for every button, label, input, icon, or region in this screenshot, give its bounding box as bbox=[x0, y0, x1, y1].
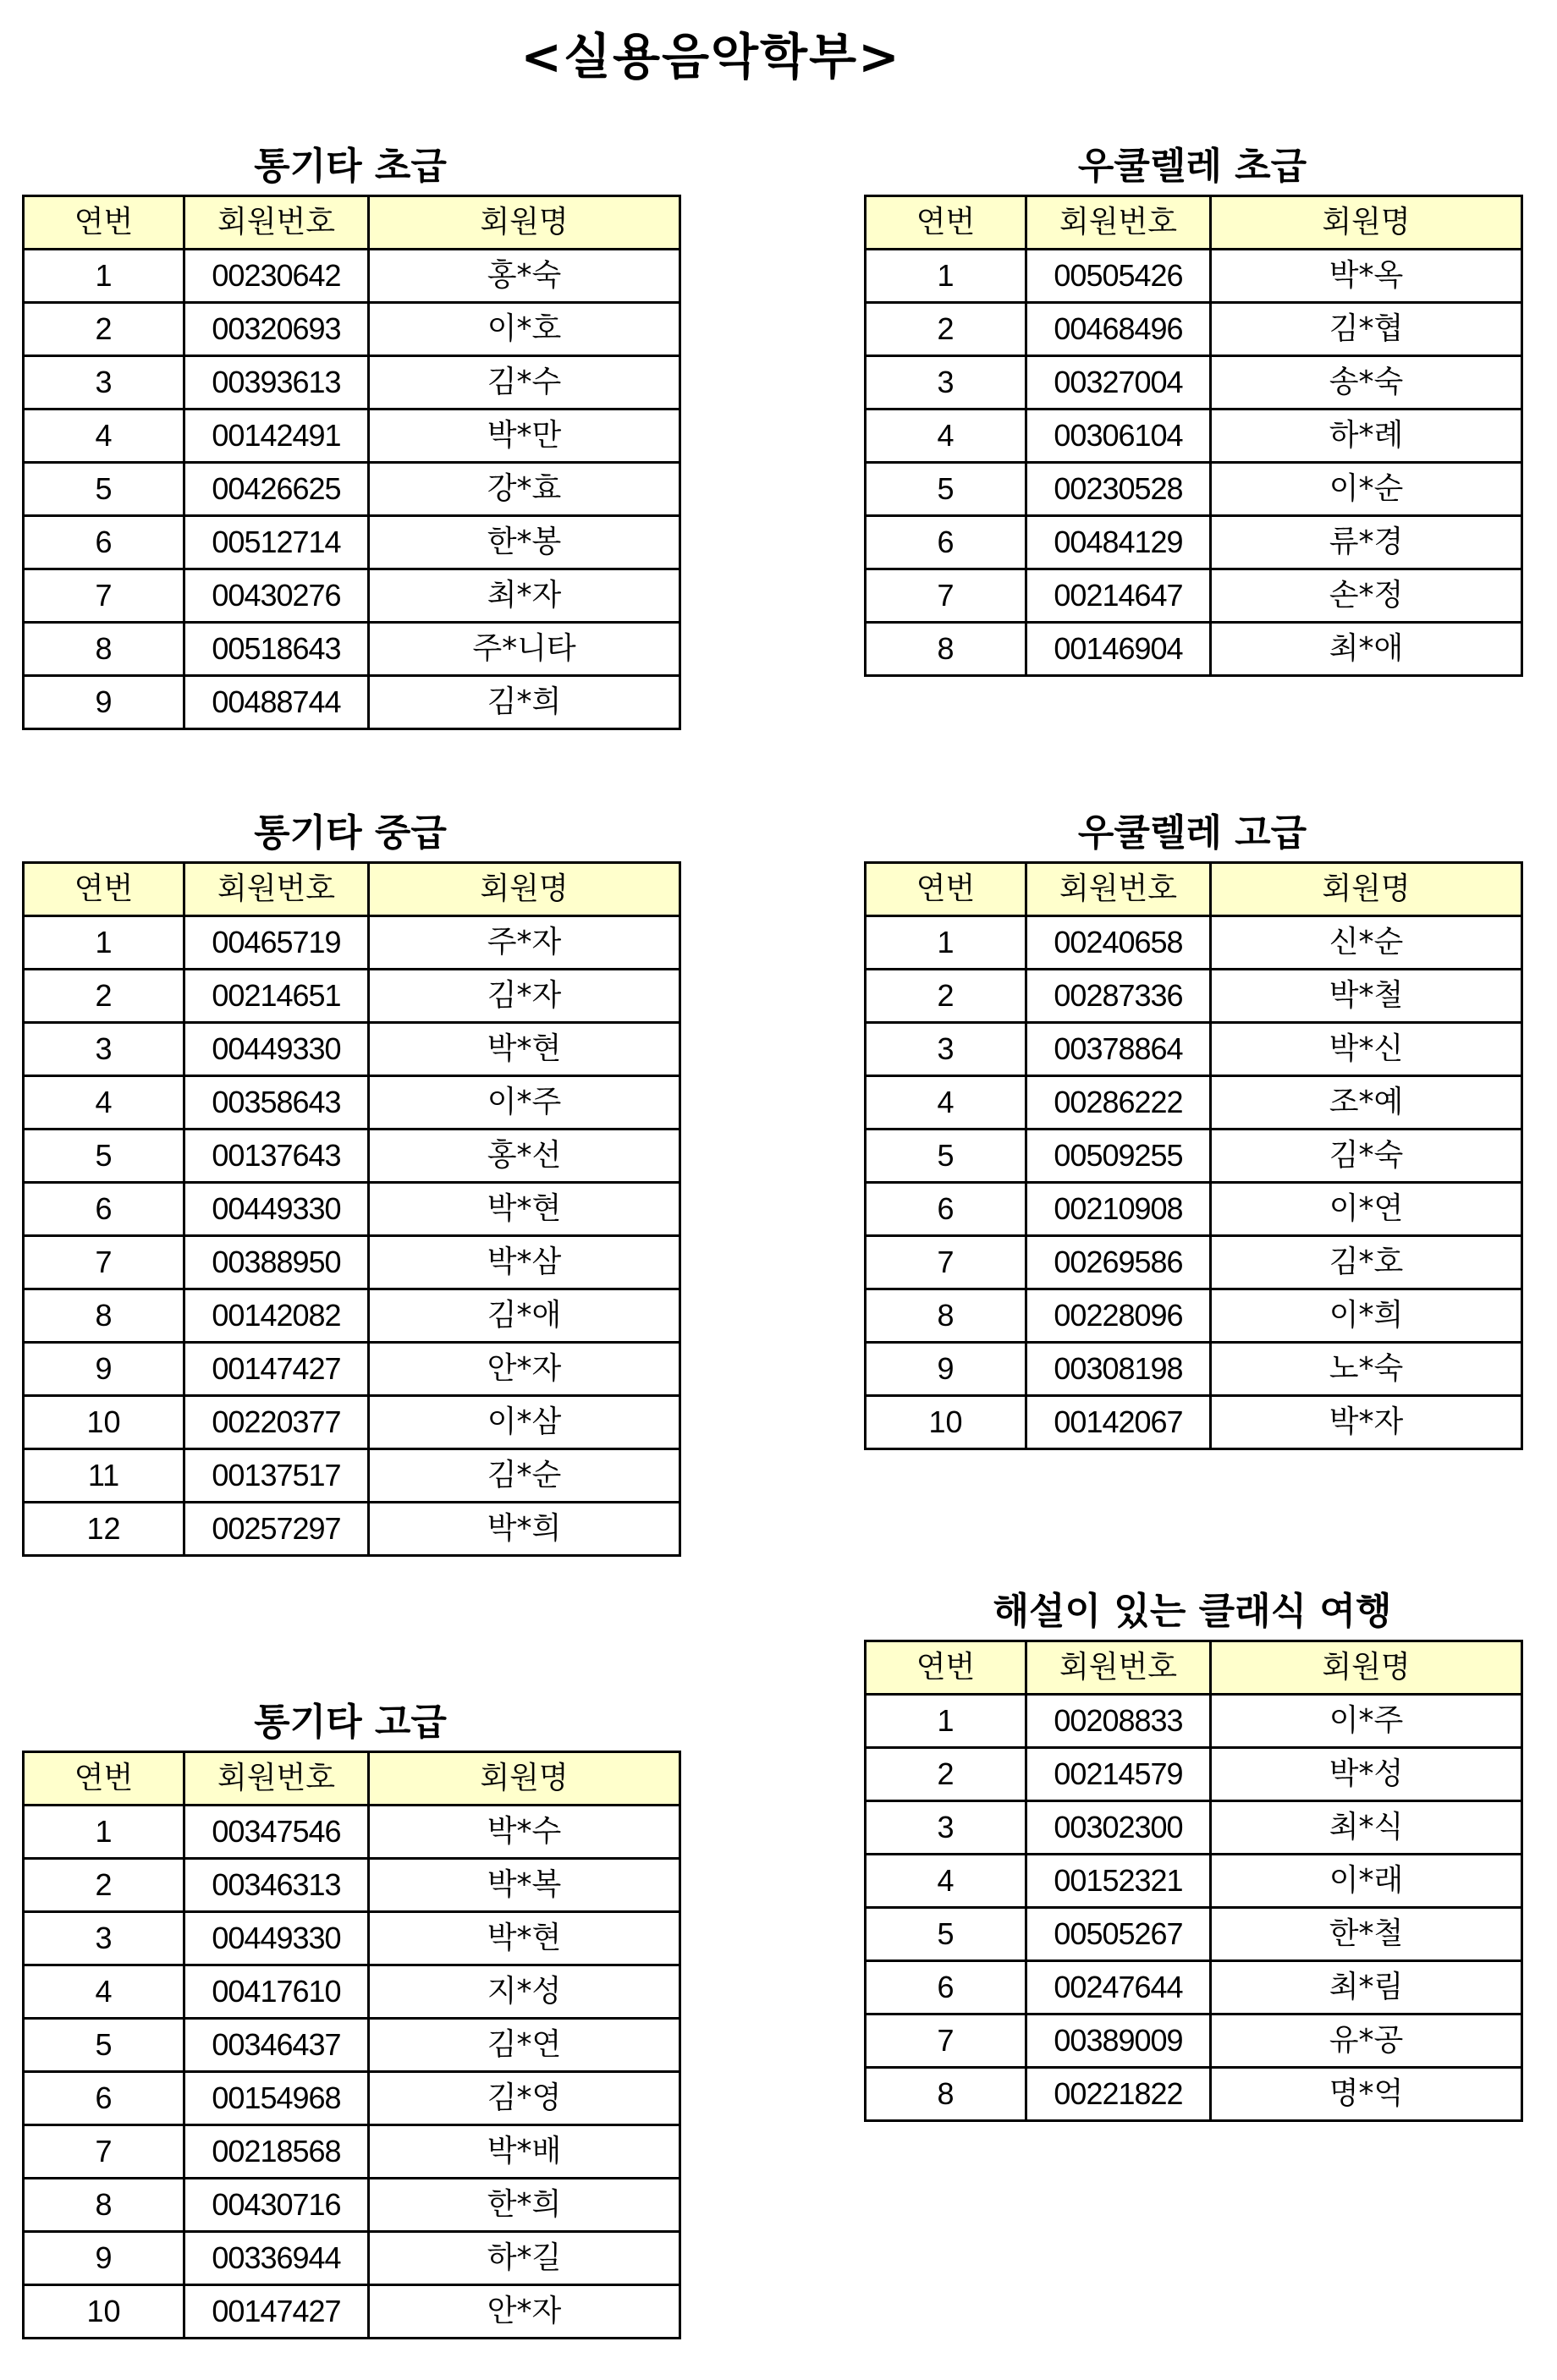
member-name: 안*자 bbox=[369, 1343, 680, 1396]
section-ukulele-advanced bbox=[864, 807, 1521, 1450]
table-row bbox=[866, 2068, 1522, 2121]
row-number: 3 bbox=[24, 356, 184, 409]
member-name: 주*니타 bbox=[369, 623, 680, 676]
member-id: 00393613 bbox=[184, 356, 369, 409]
member-name: 박*철 bbox=[1211, 970, 1522, 1023]
header-member-name: 회원명 bbox=[369, 1752, 680, 1806]
row-number: 2 bbox=[866, 970, 1026, 1023]
table-row bbox=[866, 1023, 1522, 1076]
member-name: 이*주 bbox=[1211, 1695, 1522, 1748]
table-row bbox=[24, 356, 680, 409]
table-row bbox=[24, 2232, 680, 2285]
table-row bbox=[24, 1289, 680, 1343]
member-name: 김*호 bbox=[1211, 1236, 1522, 1289]
table-row bbox=[866, 463, 1522, 516]
row-number: 2 bbox=[866, 303, 1026, 356]
header-no: 연번 bbox=[866, 196, 1026, 250]
row-number: 4 bbox=[866, 1855, 1026, 1908]
member-name: 박*복 bbox=[369, 1859, 680, 1912]
row-number: 7 bbox=[24, 1236, 184, 1289]
member-name: 김*연 bbox=[369, 2019, 680, 2072]
row-number: 1 bbox=[866, 250, 1026, 303]
member-name: 한*희 bbox=[369, 2179, 680, 2232]
member-name: 김*애 bbox=[369, 1289, 680, 1343]
member-id: 00306104 bbox=[1026, 409, 1211, 463]
member-id: 00221822 bbox=[1026, 2068, 1211, 2121]
member-name: 최*림 bbox=[1211, 1961, 1522, 2014]
table-header-row bbox=[866, 1641, 1522, 1695]
row-number: 4 bbox=[24, 1076, 184, 1130]
member-id: 00302300 bbox=[1026, 1801, 1211, 1855]
member-name: 김*수 bbox=[369, 356, 680, 409]
row-number: 2 bbox=[24, 970, 184, 1023]
member-name: 김*희 bbox=[369, 676, 680, 729]
table-row bbox=[866, 2014, 1522, 2068]
table-row bbox=[866, 1748, 1522, 1801]
row-number: 1 bbox=[866, 1695, 1026, 1748]
member-id: 00257297 bbox=[184, 1503, 369, 1556]
section-title: 해설이 있는 클래식 여행 bbox=[993, 1590, 1392, 1633]
section-guitar-beginner bbox=[22, 140, 679, 730]
table-row bbox=[866, 1183, 1522, 1236]
member-id: 00320693 bbox=[184, 303, 369, 356]
table-row bbox=[24, 676, 680, 729]
section-title: 우쿨렐레 초급 bbox=[1077, 145, 1307, 188]
row-number: 3 bbox=[24, 1912, 184, 1965]
row-number: 11 bbox=[24, 1449, 184, 1503]
header-member-name: 회원명 bbox=[1211, 196, 1522, 250]
header-no: 연번 bbox=[866, 863, 1026, 916]
table-row bbox=[866, 303, 1522, 356]
member-name: 박*신 bbox=[1211, 1023, 1522, 1076]
member-id: 00484129 bbox=[1026, 516, 1211, 569]
member-name: 이*주 bbox=[369, 1076, 680, 1130]
member-name: 박*현 bbox=[369, 1912, 680, 1965]
header-member-id: 회원번호 bbox=[184, 196, 369, 250]
member-name: 손*정 bbox=[1211, 569, 1522, 623]
member-name: 박*만 bbox=[369, 409, 680, 463]
table-row bbox=[866, 569, 1522, 623]
header-member-name: 회원명 bbox=[1211, 1641, 1522, 1695]
row-number: 7 bbox=[866, 1236, 1026, 1289]
member-id: 00286222 bbox=[1026, 1076, 1211, 1130]
table-row bbox=[866, 1801, 1522, 1855]
member-name: 김*영 bbox=[369, 2072, 680, 2125]
header-member-id: 회원번호 bbox=[184, 863, 369, 916]
row-number: 2 bbox=[24, 1859, 184, 1912]
row-number: 9 bbox=[24, 676, 184, 729]
member-name: 김*숙 bbox=[1211, 1130, 1522, 1183]
member-id: 00142067 bbox=[1026, 1396, 1211, 1449]
row-number: 6 bbox=[24, 1183, 184, 1236]
header-no: 연번 bbox=[24, 1752, 184, 1806]
row-number: 6 bbox=[866, 1961, 1026, 2014]
member-id: 00346313 bbox=[184, 1859, 369, 1912]
member-id: 00137517 bbox=[184, 1449, 369, 1503]
member-id: 00449330 bbox=[184, 1912, 369, 1965]
member-name: 박*자 bbox=[1211, 1396, 1522, 1449]
row-number: 6 bbox=[866, 516, 1026, 569]
header-member-name: 회원명 bbox=[369, 863, 680, 916]
row-number: 9 bbox=[24, 2232, 184, 2285]
member-id: 00208833 bbox=[1026, 1695, 1211, 1748]
member-id: 00449330 bbox=[184, 1023, 369, 1076]
member-id: 00147427 bbox=[184, 1343, 369, 1396]
row-number: 1 bbox=[24, 1806, 184, 1859]
header-member-name: 회원명 bbox=[369, 196, 680, 250]
row-number: 3 bbox=[866, 1023, 1026, 1076]
member-id: 00230528 bbox=[1026, 463, 1211, 516]
table-row bbox=[866, 1343, 1522, 1396]
row-number: 5 bbox=[866, 1908, 1026, 1961]
table-row bbox=[24, 2179, 680, 2232]
roster-table bbox=[22, 861, 681, 1557]
member-id: 00137643 bbox=[184, 1130, 369, 1183]
table-row bbox=[866, 1908, 1522, 1961]
section-title: 통기타 고급 bbox=[254, 1701, 447, 1744]
header-member-id: 회원번호 bbox=[1026, 196, 1211, 250]
member-name: 명*억 bbox=[1211, 2068, 1522, 2121]
table-row bbox=[866, 970, 1522, 1023]
member-id: 00336944 bbox=[184, 2232, 369, 2285]
member-name: 하*례 bbox=[1211, 409, 1522, 463]
table-row bbox=[866, 356, 1522, 409]
header-no: 연번 bbox=[24, 196, 184, 250]
header-member-name: 회원명 bbox=[1211, 863, 1522, 916]
roster-table bbox=[22, 195, 681, 730]
member-id: 00142082 bbox=[184, 1289, 369, 1343]
row-number: 2 bbox=[24, 303, 184, 356]
member-name: 박*배 bbox=[369, 2125, 680, 2179]
member-id: 00230642 bbox=[184, 250, 369, 303]
member-id: 00488744 bbox=[184, 676, 369, 729]
row-number: 8 bbox=[24, 1289, 184, 1343]
table-row bbox=[24, 1396, 680, 1449]
member-id: 00388950 bbox=[184, 1236, 369, 1289]
row-number: 3 bbox=[866, 1801, 1026, 1855]
row-number: 7 bbox=[24, 2125, 184, 2179]
header-member-id: 회원번호 bbox=[1026, 1641, 1211, 1695]
table-row bbox=[866, 409, 1522, 463]
row-number: 5 bbox=[24, 2019, 184, 2072]
row-number: 3 bbox=[24, 1023, 184, 1076]
member-id: 00426625 bbox=[184, 463, 369, 516]
member-id: 00287336 bbox=[1026, 970, 1211, 1023]
roster-table bbox=[22, 1751, 681, 2339]
member-name: 박*삼 bbox=[369, 1236, 680, 1289]
member-id: 00214579 bbox=[1026, 1748, 1211, 1801]
member-name: 하*길 bbox=[369, 2232, 680, 2285]
row-number: 5 bbox=[866, 1130, 1026, 1183]
row-number: 1 bbox=[866, 916, 1026, 970]
member-id: 00327004 bbox=[1026, 356, 1211, 409]
member-name: 최*식 bbox=[1211, 1801, 1522, 1855]
table-header-row bbox=[24, 1752, 680, 1806]
table-header-row bbox=[866, 863, 1522, 916]
page-title: <실용음악학부> bbox=[520, 28, 901, 85]
row-number: 1 bbox=[24, 916, 184, 970]
table-row bbox=[24, 970, 680, 1023]
member-name: 박*수 bbox=[369, 1806, 680, 1859]
section-ukulele-beginner bbox=[864, 140, 1521, 677]
table-row bbox=[866, 250, 1522, 303]
row-number: 7 bbox=[866, 569, 1026, 623]
member-name: 지*성 bbox=[369, 1965, 680, 2019]
table-row bbox=[866, 1076, 1522, 1130]
member-name: 최*자 bbox=[369, 569, 680, 623]
member-name: 한*봉 bbox=[369, 516, 680, 569]
member-name: 주*자 bbox=[369, 916, 680, 970]
member-name: 이*순 bbox=[1211, 463, 1522, 516]
member-name: 송*숙 bbox=[1211, 356, 1522, 409]
member-id: 00512714 bbox=[184, 516, 369, 569]
member-id: 00505267 bbox=[1026, 1908, 1211, 1961]
member-id: 00417610 bbox=[184, 1965, 369, 2019]
member-id: 00214647 bbox=[1026, 569, 1211, 623]
table-row bbox=[24, 2285, 680, 2339]
row-number: 6 bbox=[24, 2072, 184, 2125]
row-number: 8 bbox=[866, 2068, 1026, 2121]
table-row bbox=[24, 1023, 680, 1076]
member-id: 00142491 bbox=[184, 409, 369, 463]
member-name: 박*현 bbox=[369, 1183, 680, 1236]
table-row bbox=[866, 1855, 1522, 1908]
row-number: 4 bbox=[24, 409, 184, 463]
header-member-id: 회원번호 bbox=[184, 1752, 369, 1806]
member-id: 00147427 bbox=[184, 2285, 369, 2339]
table-row bbox=[24, 2125, 680, 2179]
row-number: 10 bbox=[24, 1396, 184, 1449]
row-number: 4 bbox=[866, 1076, 1026, 1130]
member-id: 00228096 bbox=[1026, 1289, 1211, 1343]
member-id: 00389009 bbox=[1026, 2014, 1211, 2068]
table-row bbox=[24, 916, 680, 970]
member-id: 00505426 bbox=[1026, 250, 1211, 303]
member-id: 00347546 bbox=[184, 1806, 369, 1859]
member-name: 김*순 bbox=[369, 1449, 680, 1503]
table-row bbox=[866, 1289, 1522, 1343]
table-header-row bbox=[24, 863, 680, 916]
roster-table bbox=[864, 195, 1523, 677]
member-name: 홍*선 bbox=[369, 1130, 680, 1183]
table-row bbox=[24, 250, 680, 303]
table-row bbox=[24, 516, 680, 569]
member-id: 00214651 bbox=[184, 970, 369, 1023]
member-name: 박*옥 bbox=[1211, 250, 1522, 303]
roster-table bbox=[864, 1640, 1523, 2122]
table-row bbox=[24, 1806, 680, 1859]
row-number: 6 bbox=[24, 516, 184, 569]
member-name: 박*현 bbox=[369, 1023, 680, 1076]
table-row bbox=[24, 1859, 680, 1912]
row-number: 8 bbox=[24, 2179, 184, 2232]
row-number: 5 bbox=[866, 463, 1026, 516]
table-row bbox=[24, 1449, 680, 1503]
member-id: 00449330 bbox=[184, 1183, 369, 1236]
member-name: 이*래 bbox=[1211, 1855, 1522, 1908]
table-row bbox=[24, 303, 680, 356]
member-id: 00430716 bbox=[184, 2179, 369, 2232]
row-number: 12 bbox=[24, 1503, 184, 1556]
table-row bbox=[866, 1396, 1522, 1449]
member-id: 00220377 bbox=[184, 1396, 369, 1449]
member-id: 00210908 bbox=[1026, 1183, 1211, 1236]
table-row bbox=[24, 2072, 680, 2125]
member-id: 00378864 bbox=[1026, 1023, 1211, 1076]
table-row bbox=[24, 409, 680, 463]
roster-table bbox=[864, 861, 1523, 1450]
member-name: 박*성 bbox=[1211, 1748, 1522, 1801]
member-name: 이*삼 bbox=[369, 1396, 680, 1449]
member-name: 김*자 bbox=[369, 970, 680, 1023]
table-row bbox=[24, 1965, 680, 2019]
row-number: 2 bbox=[866, 1748, 1026, 1801]
member-name: 최*애 bbox=[1211, 623, 1522, 676]
member-id: 00154968 bbox=[184, 2072, 369, 2125]
member-id: 00468496 bbox=[1026, 303, 1211, 356]
table-row bbox=[24, 2019, 680, 2072]
member-name: 한*철 bbox=[1211, 1908, 1522, 1961]
table-row bbox=[24, 1912, 680, 1965]
row-number: 3 bbox=[866, 356, 1026, 409]
row-number: 6 bbox=[866, 1183, 1026, 1236]
row-number: 8 bbox=[866, 623, 1026, 676]
table-row bbox=[24, 1130, 680, 1183]
section-title: 통기타 초급 bbox=[254, 145, 447, 188]
member-name: 이*희 bbox=[1211, 1289, 1522, 1343]
member-id: 00509255 bbox=[1026, 1130, 1211, 1183]
member-name: 조*예 bbox=[1211, 1076, 1522, 1130]
table-header-row bbox=[24, 196, 680, 250]
table-row bbox=[24, 623, 680, 676]
member-name: 노*숙 bbox=[1211, 1343, 1522, 1396]
section-guitar-advanced bbox=[22, 1696, 679, 2339]
row-number: 1 bbox=[24, 250, 184, 303]
member-name: 박*희 bbox=[369, 1503, 680, 1556]
table-row bbox=[24, 463, 680, 516]
member-id: 00346437 bbox=[184, 2019, 369, 2072]
member-id: 00308198 bbox=[1026, 1343, 1211, 1396]
table-row bbox=[24, 569, 680, 623]
table-row bbox=[866, 623, 1522, 676]
section-guitar-intermediate bbox=[22, 807, 679, 1557]
row-number: 10 bbox=[24, 2285, 184, 2339]
row-number: 8 bbox=[866, 1289, 1026, 1343]
member-name: 신*순 bbox=[1211, 916, 1522, 970]
row-number: 9 bbox=[866, 1343, 1026, 1396]
header-no: 연번 bbox=[24, 863, 184, 916]
header-no: 연번 bbox=[866, 1641, 1026, 1695]
member-name: 안*자 bbox=[369, 2285, 680, 2339]
member-name: 강*효 bbox=[369, 463, 680, 516]
row-number: 5 bbox=[24, 463, 184, 516]
section-title: 우쿨렐레 고급 bbox=[1077, 811, 1307, 855]
member-id: 00146904 bbox=[1026, 623, 1211, 676]
member-name: 김*협 bbox=[1211, 303, 1522, 356]
section-classical-journey bbox=[864, 1586, 1521, 2122]
member-id: 00358643 bbox=[184, 1076, 369, 1130]
row-number: 4 bbox=[24, 1965, 184, 2019]
row-number: 7 bbox=[24, 569, 184, 623]
table-row bbox=[24, 1236, 680, 1289]
member-id: 00518643 bbox=[184, 623, 369, 676]
member-name: 류*경 bbox=[1211, 516, 1522, 569]
table-row bbox=[866, 916, 1522, 970]
table-row bbox=[866, 1695, 1522, 1748]
member-id: 00430276 bbox=[184, 569, 369, 623]
row-number: 10 bbox=[866, 1396, 1026, 1449]
table-row bbox=[24, 1183, 680, 1236]
member-id: 00218568 bbox=[184, 2125, 369, 2179]
row-number: 4 bbox=[866, 409, 1026, 463]
member-id: 00269586 bbox=[1026, 1236, 1211, 1289]
table-row bbox=[24, 1076, 680, 1130]
table-row bbox=[866, 516, 1522, 569]
member-id: 00240658 bbox=[1026, 916, 1211, 970]
member-name: 이*연 bbox=[1211, 1183, 1522, 1236]
member-name: 홍*숙 bbox=[369, 250, 680, 303]
member-id: 00247644 bbox=[1026, 1961, 1211, 2014]
row-number: 5 bbox=[24, 1130, 184, 1183]
section-title: 통기타 중급 bbox=[254, 811, 447, 855]
table-row bbox=[866, 1236, 1522, 1289]
table-row bbox=[24, 1343, 680, 1396]
table-row bbox=[866, 1130, 1522, 1183]
header-member-id: 회원번호 bbox=[1026, 863, 1211, 916]
table-row bbox=[866, 1961, 1522, 2014]
table-header-row bbox=[866, 196, 1522, 250]
member-id: 00465719 bbox=[184, 916, 369, 970]
row-number: 9 bbox=[24, 1343, 184, 1396]
member-id: 00152321 bbox=[1026, 1855, 1211, 1908]
member-name: 유*공 bbox=[1211, 2014, 1522, 2068]
table-row bbox=[24, 1503, 680, 1556]
member-name: 이*호 bbox=[369, 303, 680, 356]
row-number: 7 bbox=[866, 2014, 1026, 2068]
row-number: 8 bbox=[24, 623, 184, 676]
